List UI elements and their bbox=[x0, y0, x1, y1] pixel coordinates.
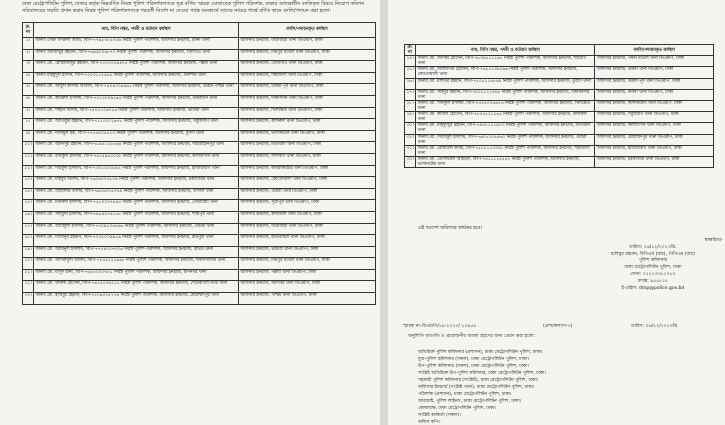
row-serial: ৬। bbox=[23, 95, 34, 107]
row-serial: ১১। bbox=[23, 153, 34, 165]
row-serial: ১৫। bbox=[23, 200, 34, 212]
row-posting: অফিসার ইনচার্জ, আদাবর থানা ডিএমপি, ঢাকা bbox=[238, 281, 375, 293]
row-serial: ২৩। bbox=[23, 293, 34, 305]
table-row bbox=[405, 112, 714, 123]
row-name-details: জনাব মো. মনিরুল ইসলাম, বিপি-৭৫১০০০৭৪৪৫ নিরস্ত্র পুলিশ পরিদর্শক, অফিসার ইনচার্জ, গেন্ডারিয়া থানা bbox=[34, 200, 239, 212]
table-header-row bbox=[23, 23, 376, 38]
table-body-right bbox=[405, 56, 714, 168]
row-posting: অফিসার ইনচার্জ, তেজগাঁও থানা ডিএমপি, ঢাকা bbox=[238, 61, 375, 73]
row-posting: অফিসার ইনচার্জ, শাহআলী থানা ডিএমপি, ঢাকা bbox=[238, 72, 375, 84]
row-posting: অফিসার ইনচার্জ, খিলক্ষেত থানা ডিএমপি, ঢাকা bbox=[238, 107, 375, 119]
row-name-details: জনাব মো. আনিসুর রহমান, বিপি-৭৮৯৫১২৫৫৬৪ নিরস্ত্র পুলিশ পরিদর্শক, অফিসার ইনচার্জ, শাহজাহানপুর থানা bbox=[34, 142, 239, 154]
row-posting: অফিসার ইনচার্জ, ক্যান্টনমেন্ট থানা ডিএমপি, ঢাকা bbox=[595, 100, 714, 111]
row-name-details: জনাব মো. রফিকুল ইসলাম, বিপি-৭৪০৪৯৫০০৩৮ নিরস্ত্র পুলিশ পরিদর্শক, অফিসার ইনচার্জ, কলাবাগান থানা bbox=[34, 153, 239, 165]
distribution-list bbox=[408, 349, 718, 425]
row-name-details: জনাব মো. আবুল কালাম আজাদ, বিপি-৭৪০৯০০৪৯৬১ নিরস্ত্র পুলিশ পরিদর্শক, অফিসার ইনচার্জ, উত্তরা-পশ্চিম থানা bbox=[34, 84, 239, 96]
row-name-details: জনাব মো. মিজানুর রহমান, বিপি-৭০০৮০০৯৯২৬ নিরস্ত্র পুলিশ পরিদর্শক, অফিসার ইনচার্জ, রামপুরা থানা bbox=[34, 235, 239, 247]
signature-line: ঢাকা মেট্রোপলিটন পুলিশ, ঢাকা bbox=[624, 265, 682, 271]
row-name-details: জনাব মো. মাসুদ রানা, বিপি-৭৬০৫০০৩৩৫১ নিরস্ত্র পুলিশ পরিদর্শক, অফিসার ইনচার্জ, রূপনগর থানা bbox=[34, 269, 239, 281]
row-serial: ১৪। bbox=[23, 188, 34, 200]
table-row bbox=[23, 95, 376, 107]
row-serial: ১৭। bbox=[23, 223, 34, 235]
row-posting: অফিসার ইনচার্জ, কলাবাগান থানা ডিএমপি, ঢাকা bbox=[595, 123, 714, 134]
row-serial: ২। bbox=[23, 49, 34, 61]
row-posting: অফিসার ইনচার্জ, পল্লবী থানা ডিএমপি, ঢাকা bbox=[238, 269, 375, 281]
header-posting: বদলি/পদায়নকৃত কর্মস্থল bbox=[238, 23, 375, 38]
transfer-table-left bbox=[22, 22, 376, 305]
row-serial: ২৭। bbox=[405, 89, 416, 100]
row-posting: অফিসার ইনচার্জ, কোতোয়ালী থানা ডিএমপি, ঢাকা bbox=[238, 177, 375, 189]
signature-line: ফোন: ০২২২৩৩৮১০৮০ bbox=[630, 271, 676, 277]
row-posting: অফিসার ইনচার্জ, উত্তরা থানা ডিএমপি, ঢাকা bbox=[595, 67, 714, 78]
row-serial: ২৪। bbox=[405, 56, 416, 67]
table-row bbox=[23, 177, 376, 189]
table-row bbox=[23, 258, 376, 270]
table-row bbox=[23, 293, 376, 305]
table-row bbox=[23, 235, 376, 247]
row-posting: অফিসার ইনচার্জ, হাজারীবাগ থানা ডিএমপি, ঢাকা bbox=[595, 145, 714, 156]
row-posting: অফিসার ইনচার্জ, কাফরুল থানা ডিএমপি, ঢাকা bbox=[238, 119, 375, 131]
table-row bbox=[23, 223, 376, 235]
effective-note: এই আদেশ অবিলম্বে কার্যকর হবে। bbox=[418, 226, 482, 231]
distribution-intro: অনুলিপি অবগতি ও প্রয়োজনীয় ব্যবস্থা গ্রহণের জন্য প্রেরণ করা হলো: bbox=[408, 334, 536, 339]
row-posting: অফিসার ইনচার্জ, যাত্রাবাড়ী থানা ডিএমপি, ঢাকা bbox=[238, 223, 375, 235]
row-posting: অফিসার ইনচার্জ, উত্তরা-পূর্ব থানা ডিএমপি, ঢাকা bbox=[595, 78, 714, 89]
table-row bbox=[23, 38, 376, 50]
row-posting: অফিসার ইনচার্জ, সবুজবাগ থানা ডিএমপি, ঢাকা bbox=[595, 112, 714, 123]
memo-number: স্মারক নং-ডিএমপি/১৯-২০২৩/ ২০৯৫৪ bbox=[403, 324, 477, 329]
row-serial: ২০। bbox=[23, 258, 34, 270]
row-posting: অফিসার ইনচার্জ, পশ্চিম থানা ডিএমপি, ঢাকা bbox=[238, 293, 375, 305]
row-name-details: জনাব মো. জাকির হোসেন, বিপি-৭৮০৯১১১১৬২ নিরস্ত্র পুলিশ পরিদর্শক, অফিসার ইনচার্জ, শাহবাগ থানা bbox=[416, 56, 595, 67]
row-serial: ৫। bbox=[23, 84, 34, 96]
row-name-details: জনাব মো. সাইদুর রহমান, বিপি-৭০০২১২২৩৬৮ নিরস্ত্র পুলিশ পরিদর্শক, অফিসার ইনচার্জ, বিমানবন্দর থানা bbox=[416, 89, 595, 100]
table-row bbox=[23, 200, 376, 212]
table-row bbox=[23, 211, 376, 223]
table-row bbox=[23, 84, 376, 96]
table-row bbox=[405, 123, 714, 134]
distribution-item: 2. যুগ্ম-পুলিশ কমিশনার (সকল), ঢাকা মেট্রোপলিটন পুলিশ, ঢাকা। bbox=[418, 356, 718, 363]
row-serial: ৭। bbox=[23, 107, 34, 119]
row-name-details: জনাব মো. হাবিবুর রহমান, বিপি-৭০০৯০০৫৭৭৪ নিরস্ত্র পুলিশ পরিদর্শক, অফিসার ইনচার্জ, মোহাম্মদপুর থানা bbox=[34, 293, 239, 305]
table-row bbox=[405, 78, 714, 89]
row-name-details: জনাব মো. আশরাফুল আলম, বিপি-৭৮০৪১২১৯৬৮ নিরস্ত্র পুলিশ পরিদর্শক, অফিসার ইনচার্জ, দারুসসালাম থানা bbox=[34, 258, 239, 270]
table-row bbox=[23, 153, 376, 165]
table-row bbox=[23, 130, 376, 142]
distribution-item: 11. অফিস কপি। bbox=[418, 419, 718, 425]
row-name-details: জনাব মো. মশিউর রহমান, বিপি-৭২০৫১১৪৮৬৯ নিরস্ত্র পুলিশ পরিদর্শক, অফিসার ইনচার্জ, তুরাগ থানা bbox=[416, 78, 595, 89]
distribution-item: 7. পরিদর্শক (প্রশাসন), ঢাকা মেট্রোপলিটন পুলিশ, ঢাকা। bbox=[418, 391, 718, 398]
table-row bbox=[405, 134, 714, 145]
memo-date: তারিখ: ০৬/১২/২০২৩খ্রি. bbox=[631, 324, 679, 329]
signature-line: হাবিবুর রহমান, বিপিএম (বার), পিপিএম (বার) bbox=[611, 251, 695, 257]
row-name-details: জনাব মো. তোফায়েল আহমেদ, বিপি-৭৪১১১২৫৫৫২ নিরস্ত্র পুলিশ পরিদর্শক, অফিসার ইনচার্জ, ভাসানটেক থানা bbox=[416, 156, 595, 167]
distribution-item: 3. উপ-পুলিশ কমিশনার (সকল), ঢাকা মেট্রোপলিটন পুলিশ, ঢাকা। bbox=[418, 363, 718, 370]
table-row bbox=[405, 67, 714, 78]
signature-block bbox=[583, 238, 723, 292]
table-row bbox=[23, 119, 376, 131]
row-serial: ২১। bbox=[23, 269, 34, 281]
table-row bbox=[23, 142, 376, 154]
row-serial: ১৮। bbox=[23, 235, 34, 247]
table-row bbox=[23, 107, 376, 119]
row-name-details: জনাব মো. জাহাঙ্গীর আলম, বিপি-৭৯০৬০০৫৩৭৯ নিরস্ত্র পুলিশ পরিদর্শক, অফিসার ইনচার্জ, বংশাল থানা bbox=[34, 188, 239, 200]
row-serial: ১০। bbox=[23, 142, 34, 154]
row-posting: অফিসার ইনচার্জ, ওয়ারী থানা ডিএমপি, ঢাকা bbox=[238, 188, 375, 200]
table-row bbox=[23, 61, 376, 73]
table-row bbox=[405, 89, 714, 100]
row-posting: অফিসার ইনচার্জ, মোহাম্মদপুর থানা ডিএমপি, ঢাকা bbox=[595, 134, 714, 145]
row-posting: অফিসার ইনচার্জ, হাতিরঝিল থানা ডিএমপি, ঢাকা bbox=[238, 235, 375, 247]
row-posting: অফিসার ইনচার্জ, চকবাজার থানা ডিএমপি, ঢাকা bbox=[595, 156, 714, 167]
table-row bbox=[23, 165, 376, 177]
table-header-row bbox=[405, 45, 714, 56]
table-row bbox=[405, 56, 714, 67]
row-name-details: জনাব মো. নাজমুল হক, বিপি-৭৭১৬০০৪৫২৩ নিরস্ত্র পুলিশ পরিদর্শক, অফিসার ইনচার্জ, মুগদা থানা bbox=[34, 130, 239, 142]
row-serial: ৩২। bbox=[405, 145, 416, 156]
row-posting: অফিসার ইনচার্জ, কামরাঙ্গীরচর থানা ডিএমপি, ঢাকা bbox=[238, 165, 375, 177]
header-name: নাম, বিপি নম্বর, পদবী ও বর্তমান কর্মস্থল bbox=[416, 45, 595, 56]
signature-line: তারিখ: ০৬/১২/২০২৩খ্রি. bbox=[629, 244, 677, 250]
row-name-details: জনাব মো. আলমগীর হোসেন, বিপি-৭৬১১১৩৯২৬৬ নিরস্ত্র পুলিশ পরিদর্শক, অফিসার ইনচার্জ, কোতোয়ালী থানা bbox=[416, 67, 595, 78]
row-serial: ১। bbox=[23, 38, 34, 50]
table-row bbox=[23, 49, 376, 61]
distribution-item: 1. অতিরিক্ত পুলিশ কমিশনার (প্রশাসন), ঢাকা মেট্রোপলিটন পুলিশ, ঢাকা। bbox=[418, 349, 718, 356]
row-name-details: জনাব মাহমুদুল হাসান, বিপি-৭২০৩১১৭৪৮৬ নিরস্ত্র পুলিশ পরিদর্শক, অফিসার ইনচার্জ, গুলশান থানা bbox=[34, 72, 239, 84]
row-posting: অফিসার ইনচার্জ, মতিঝিল থানা ডিএমপি, ঢাকা bbox=[238, 142, 375, 154]
row-serial: ৪। bbox=[23, 72, 34, 84]
distribution-item: 4. সংশ্লিষ্ট অতিরিক্ত উপ-পুলিশ কমিশনার, ঢাকা মেট্রোপলিটন পুলিশ, ঢাকা। bbox=[418, 370, 718, 377]
row-posting: অফিসার ইনচার্জ, উত্তরা-পূর্ব থানা ডিএমপি, ঢাকা bbox=[238, 84, 375, 96]
row-name-details: জনাব মো. আমিনুল ইসলাম, বিপি-৭৭০৪০০৭৩০৬ নিরস্ত্র পুলিশ পরিদর্শক, অফিসার ইনচার্জ, বাড্ডা থানা bbox=[34, 246, 239, 258]
signature-line: ফ্যাক্স: ৯৫৫৮১৮ bbox=[637, 278, 669, 284]
row-serial: ১৯। bbox=[23, 246, 34, 258]
header-name: নাম, বিপি নম্বর, পদবী ও বর্তমান কর্মস্থল bbox=[34, 23, 239, 38]
row-name-details: জনাব মো. আতিকুর রহমান, বিপি-৭১১০০০২৬৭৮ নিরস্ত্র পুলিশ পরিদর্শক, অফিসার ইনচার্জ, সবুজবাগ থানা bbox=[34, 119, 239, 131]
table-row bbox=[23, 72, 376, 84]
header-posting: বদলি/পদায়নকৃত কর্মস্থল bbox=[595, 45, 714, 56]
table-row bbox=[23, 188, 376, 200]
distribution-item: 6. অফিসার ইনচার্জ (সংশ্লিষ্ট থানা), ঢাকা মেট্রোপলিটন পুলিশ, ঢাকা। bbox=[418, 384, 718, 391]
row-name-details: জনাব মো. সাইফুল ইসলাম, বিপি-৭৯৮৪০৭৪১৮৮ নিরস্ত্র পুলিশ পরিদর্শক, অফিসার ইনচার্জ, শ্যামপুর থানা bbox=[34, 211, 239, 223]
row-name-details: জনাব মো. শফিকুল ইসলাম, বিপি-৭৩০৫০০৬৬৭৬ নিরস্ত্র পুলিশ পরিদর্শক, অফিসার ইনচার্জ, খিলক্ষেত থানা bbox=[416, 100, 595, 111]
row-posting: অফিসার ইনচার্জ, মিরপুর মডেল থানা ডিএমপি, ঢাকা bbox=[238, 258, 375, 270]
row-serial: ২২। bbox=[23, 281, 34, 293]
table-row bbox=[23, 246, 376, 258]
row-serial: ১৩। bbox=[23, 177, 34, 189]
row-posting: অফিসার ইনচার্জ, লালবাগ থানা ডিএমপি, ঢাকা bbox=[238, 153, 375, 165]
row-serial: ২৫। bbox=[405, 67, 416, 78]
row-name-details: জনাব আজিজুর রহমান, বিপি-৭৬৯৯০০৯৮৭০ নিরস্ত্র পুলিশ পরিদর্শক, অফিসার ইনচার্জ, খিলগাঁও থানা bbox=[34, 49, 239, 61]
order-intro-text: ঢাকা মেট্রোপলিটন পুলিশ, ঢাকার কর্তৃক নিম্নবর্ণিত নিরস্ত্র পুলিশ পরিদর্শকগণকে সূত্র বর্ণিত স্মারক মোতাবেক পুলিশ পরিদর্শক, ঢাকার অধ্যক্ষাধীন বদলিকৃত বিষয়ে নিয়োগ কমিশন সচিবালয়ের সম্মতি প্রদান করায় নিরস্ত্র পুলিশ পরিদর্শকগণকে পরবর্তী নির্দেশ না দেওয়া পর্যন্ত জনস্বার্থে তাদের নামের পার্শ্বে বর্ণিত স্থানে বদলি/পদায়ন করা হলো: bbox=[22, 1, 365, 14]
table-row bbox=[23, 269, 376, 281]
right-document-page bbox=[388, 0, 725, 425]
row-serial: ২৯। bbox=[405, 112, 416, 123]
table-row bbox=[405, 100, 714, 111]
table-row bbox=[405, 145, 714, 156]
row-posting: অফিসার ইনচার্জ, কদমতলী থানা ডিএমপি, ঢাকা bbox=[238, 211, 375, 223]
header-serial: ক্র. নং bbox=[23, 23, 34, 38]
row-posting: অফিসার ইনচার্জ, ভাসানটেক থানা ডিএমপি, ঢাকা bbox=[238, 130, 375, 142]
row-serial: ৮। bbox=[23, 119, 34, 131]
row-name-details: জনাব মো. মাহবুব আলম, বিপি-৭৬০৬০০৭৮৩৪ নিরস্ত্র পুলিশ পরিদর্শক, অফিসার ইনচার্জ, চকবাজার থানা bbox=[34, 177, 239, 189]
memo-unit: (প্রশা/কল্যাণ-৩) bbox=[543, 324, 573, 329]
row-posting: অফিসার ইনচার্জ, সূত্রাপুর থানা ডিএমপি, ঢাকা bbox=[238, 200, 375, 212]
row-posting: অফিসার ইনচার্জ, যাত্রাবাড়ী থানা ডিএমপি, ঢাকা bbox=[238, 38, 375, 50]
row-name-details: জনাব সৈয়দ ফখরুল আলী, বিপি-৭৭৯৮০৮৫০৩৬ নিরস্ত্র পুলিশ পরিদর্শক, অফিসার ইনচার্জ, রমনা থানা bbox=[34, 38, 239, 50]
row-name-details: জনাব মো. মাহফুজুর রহমান, বিপি-৭৯০৮১২১৯০৩ নিরস্ত্র পুলিশ পরিদর্শক, অফিসার ইনচার্জ, মতিঝিল থানা bbox=[416, 123, 595, 134]
row-posting: অফিসার ইনচার্জ, পল্টন মডেল থানা ডিএমপি, ঢাকা bbox=[595, 56, 714, 67]
row-serial: ৩১। bbox=[405, 134, 416, 145]
row-name-details: জনাব মো. কামরুল ইসলাম, বিপি-৭৩১০০০৯২৬৩ নিরস্ত্র পুলিশ পরিদর্শক, অফিসার ইনচার্জ, উত্তরখান থানা bbox=[34, 95, 239, 107]
signature-line: ই-মেইল: dmp@police.gov.bd bbox=[621, 285, 685, 291]
row-name-details: জনাব মো. কামাল হোসেন, বিপি-৭৮০৫১২১১৬২ নিরস্ত্র পুলিশ পরিদর্শক, অফিসার ইনচার্জ, কাফরুল থানা bbox=[416, 112, 595, 123]
row-serial: ৩০। bbox=[405, 123, 416, 134]
row-name-details: জনাব মো. শরিফুল ইসলাম, বিপি-৭৩০১০০৩৮৯২ নিরস্ত্র পুলিশ পরিদর্শক, অফিসার ইনচার্জ, হাজারীবাগ থানা bbox=[34, 165, 239, 177]
row-serial: ৯। bbox=[23, 130, 34, 142]
row-serial: ২৮। bbox=[405, 100, 416, 111]
row-serial: ৩। bbox=[23, 61, 34, 73]
distribution-item: 8. আরআই, পুলিশ লাইনস, ঢাকা মেট্রোপলিটন পুলিশ, ঢাকা। bbox=[418, 398, 718, 405]
signature-line: পুলিশ কমিশনার bbox=[638, 258, 668, 264]
row-posting: অফিসার ইনচার্জ, দক্ষিণখান থানা ডিএমপি, ঢাকা bbox=[238, 95, 375, 107]
row-serial: ৩৩। bbox=[405, 156, 416, 167]
table-row bbox=[405, 156, 714, 167]
distribution-item: 5. সহকারী পুলিশ কমিশনার (সংশ্লিষ্ট), ঢাকা মেট্রোপলিটন পুলিশ, ঢাকা। bbox=[418, 377, 718, 384]
row-name-details: জনাব মো. মোস্তাফিজুর রহমান, বিপি-৭০০০০০৯৪৭৫ নিরস্ত্র পুলিশ পরিদর্শক, অফিসার ইনচার্জ, পল্লবী থানা bbox=[34, 61, 239, 73]
row-name-details: জনাব মো. সিরাজুল ইসলাম, বিপি-৭৬০৮১০৪৫৬০ নিরস্ত্র পুলিশ পরিদর্শক, অফিসার ইনচার্জ, ওয়ারী থানা bbox=[416, 134, 595, 145]
row-serial: ১২। bbox=[23, 165, 34, 177]
table-row bbox=[23, 281, 376, 293]
row-serial: ২৬। bbox=[405, 78, 416, 89]
signature-line: স্বাক্ষরিত/- bbox=[704, 238, 723, 243]
row-posting: অফিসার ইনচার্জ, মিরপুর মডেল থানা ডিএমপি, ঢাকা bbox=[238, 49, 375, 61]
distribution-item: 10. সংশ্লিষ্ট কর্মকর্তা (সকল)। bbox=[418, 412, 718, 419]
distribution-item: 9. কোষাধ্যক্ষ, ঢাকা মেট্রোপলিটন পুলিশ, ঢাকা। bbox=[418, 405, 718, 412]
row-name-details: জনাব মো. রেজাউল করিম, বিপি-৭৫১৮১১৩৩০৮ নিরস্ত্র পুলিশ পরিদর্শক, অফিসার ইনচার্জ, শাহআলী থানা bbox=[416, 145, 595, 156]
row-name-details: জনাব মো. শাহীন আলম, বিপি-৭৫০৫১০৬৭২৬ নিরস্ত্র পুলিশ পরিদর্শক, অফিসার ইনচার্জ, ভাটারা থানা bbox=[34, 107, 239, 119]
row-posting: অফিসার ইনচার্জ, বনানী থানা ডিএমপি, ঢাকা bbox=[595, 89, 714, 100]
row-name-details: জনাব মো. ফারুক হোসেন, বিপি-৭৪১৫০০৬২১২ নিরস্ত্র পুলিশ পরিদর্শক, অফিসার ইনচার্জ, শেরেবাংলা নগর থানা bbox=[34, 281, 239, 293]
table-body-left bbox=[23, 38, 376, 305]
row-posting: অফিসার ইনচার্জ, ভাটারা থানা ডিএমপি, ঢাকা bbox=[238, 246, 375, 258]
row-name-details: জনাব মো. আরিফুল ইসলাম, বিপি-৭৩০৯১০৬৪৯৬ নিরস্ত্র পুলিশ পরিদর্শক, অফিসার ইনচার্জ, ডেমরা থানা bbox=[34, 223, 239, 235]
header-serial: ক্র. নং bbox=[405, 45, 416, 56]
transfer-table-right bbox=[404, 44, 714, 168]
row-serial: ১৬। bbox=[23, 211, 34, 223]
